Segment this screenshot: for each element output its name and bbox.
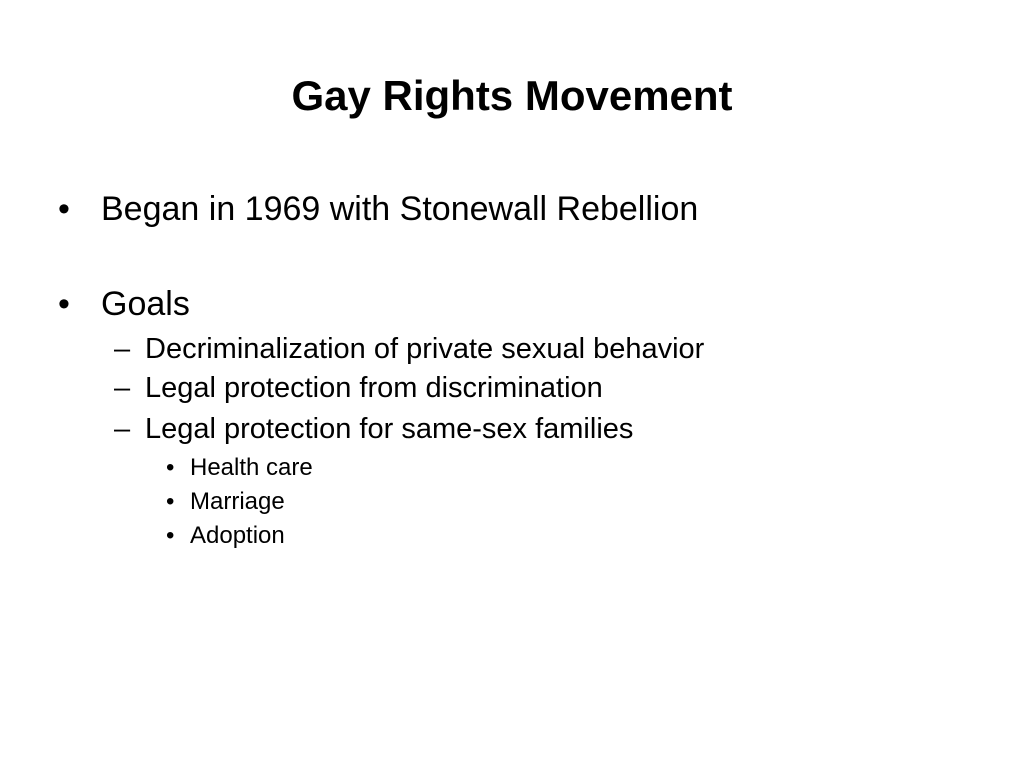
sub-bullet-text: Legal protection for same-sex families [145,413,634,445]
sub-sub-bullet-marker: • [166,522,175,549]
sub-bullet-marker: – [114,333,131,365]
sub-sub-bullet-marker: • [166,454,175,481]
slide-title: Gay Rights Movement [291,72,733,119]
bullet-text: Began in 1969 with Stonewall Rebellion [101,190,699,228]
sub-bullet-text: Decriminalization of private sexual behavior [145,333,705,365]
sub-bullet-marker: – [114,372,131,404]
sub-sub-bullet-text: Marriage [190,488,285,515]
bullet-marker: • [58,190,70,228]
bullet-text: Goals [101,285,190,323]
sub-bullet-text: Legal protection from discrimination [145,372,603,404]
sub-sub-bullet-text: Adoption [190,522,285,549]
sub-bullet-marker: – [114,413,131,445]
sub-sub-bullet-marker: • [166,488,175,515]
bullet-marker: • [58,285,70,323]
sub-sub-bullet-text: Health care [190,454,313,481]
